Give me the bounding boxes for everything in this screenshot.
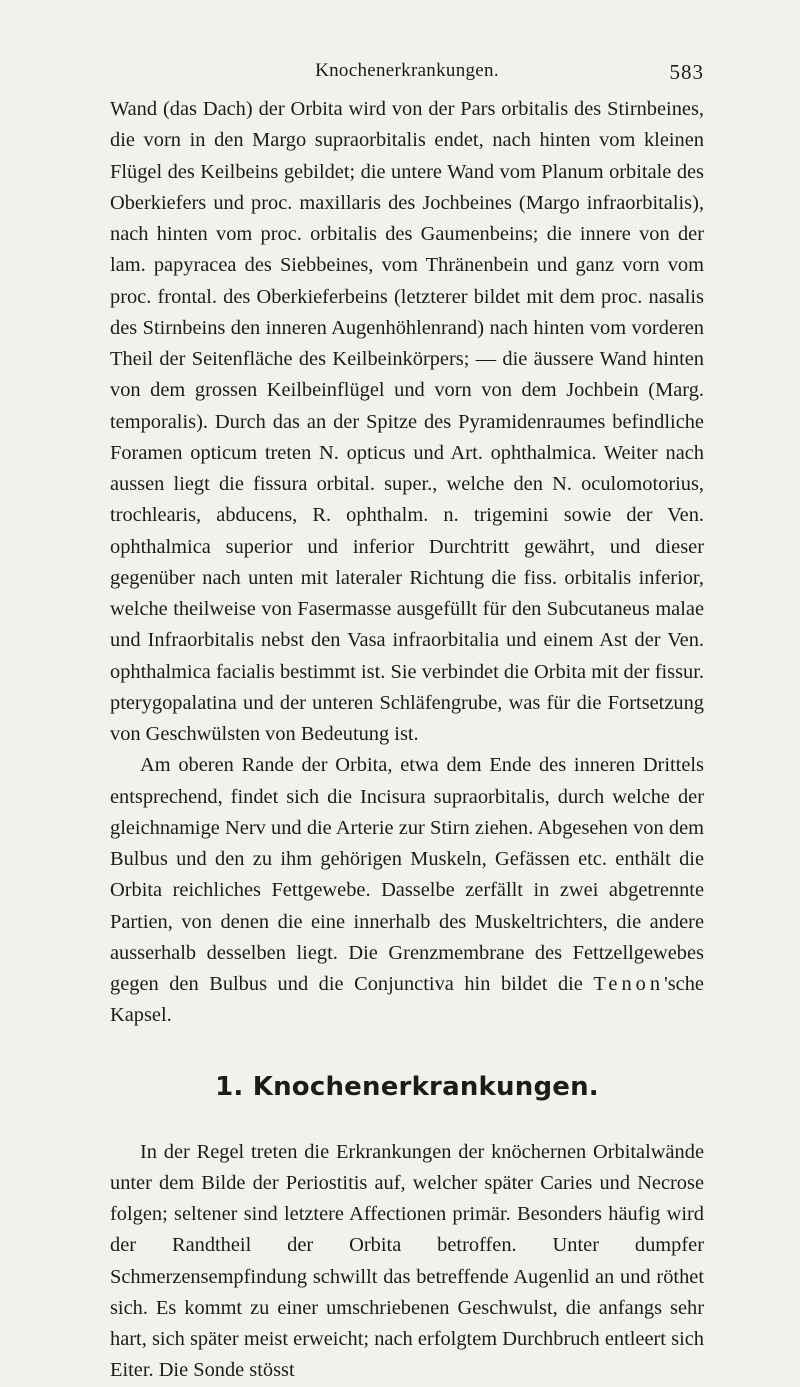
section-heading: 1. Knochenerkrankungen.	[215, 1071, 599, 1102]
paragraph-orbita-walls: Wand (das Dach) der Orbita wird von der Pars orbitalis des Stirnbeines, die vorn in den Margo supraorbitalis endet, nach hinten vom kleinen Flügel des Keilbeins gebildet; die untere Wand vom Planum orbitale des Oberkiefers und proc. maxillaris des Jochbeines (Margo infraorbitalis), nach hinten vom proc. orbitalis des Gaumenbeins; die innere von der lam. papyracea des Siebbeines, vom Thränenbein und ganz vorn vom proc. frontal. des Oberkieferbeins (letzterer bildet mit dem proc. nasalis des Stirnbeins den inneren Augenhöhlenrand) nach hinten vom vorderen Theil der Seitenfläche des Keilbeinkörpers; — die äussere Wand hinten von dem grossen Keilbeinflügel und vorn von dem Jochbein (Marg. temporalis). Durch das an der Spitze des Pyramidenraumes befindliche Foramen opticum treten N. opticus und Art. ophthalmica. Weiter nach aussen liegt die fissura orbital. super., welche den N. oculomotorius, trochlearis, abducens, R. ophthalm. n. trigemini sowie der Ven. ophthalmica superior und inferior Durchtritt gewährt, und dieser gegenüber nach unten mit lateraler Richtung die fiss. orbitalis inferior, welche theilweise von Fasermasse ausgefüllt für den Subcutaneus malae und Infraorbitalis nebst den Vasa infraorbitalia und einem Ast der Ven. ophthalmica facialis bestimmt ist. Sie verbindet die Orbita mit der fissur. pterygopalatina und der unteren Schläfengrube, was für die Fortsetzung von Geschwülsten von Bedeutung ist.	[110, 98, 704, 745]
page-number: 583	[669, 60, 704, 84]
paragraph-orbita-contents	[110, 750, 704, 1031]
body-text	[110, 94, 704, 1387]
emphasized-name: Tenon	[593, 973, 665, 995]
running-title: Knochenerkrankungen.	[315, 60, 499, 81]
paragraph-text: Am oberen Rande der Orbita, etwa dem Ende des inneren Drittels entsprechend, findet sich die Incisura supraorbitalis, durch welche der gleichnamige Nerv und die Arterie zur Stirn ziehen. Abgesehen von dem Bulbus und den zu ihm gehörigen Muskeln, Gefässen etc. enthält die Orbita reichliches Fettgewebe. Dasselbe zerfällt in zwei abgetrennte Partien, von denen die eine innerhalb des Muskeltrichters, die andere ausserhalb desselben liegt. Die Grenzmembrane des Fettzellgewebes gegen den Bulbus und die Conjunctiva hin bildet die	[110, 754, 704, 995]
running-header	[110, 60, 704, 90]
paragraph-text-end: 'sche Kapsel.	[110, 973, 704, 1027]
paragraph-bone-diseases: In der Regel treten die Erkrankungen der knöchernen Orbitalwände unter dem Bilde der Periostitis auf, welcher später Caries und Necrose folgen; seltener sind letztere Affectionen primär. Besonders häufig wird der Randtheil der Orbita betroffen. Unter dumpfer Schmerzensempfindung schwillt das betreffende Augenlid an und röthet sich. Es kommt zu einer umschriebenen Geschwulst, die anfangs sehr hart, sich später meist erweicht; nach erfolgtem Durchbruch entleert sich Eiter. Die Sonde stösst	[110, 1140, 704, 1382]
